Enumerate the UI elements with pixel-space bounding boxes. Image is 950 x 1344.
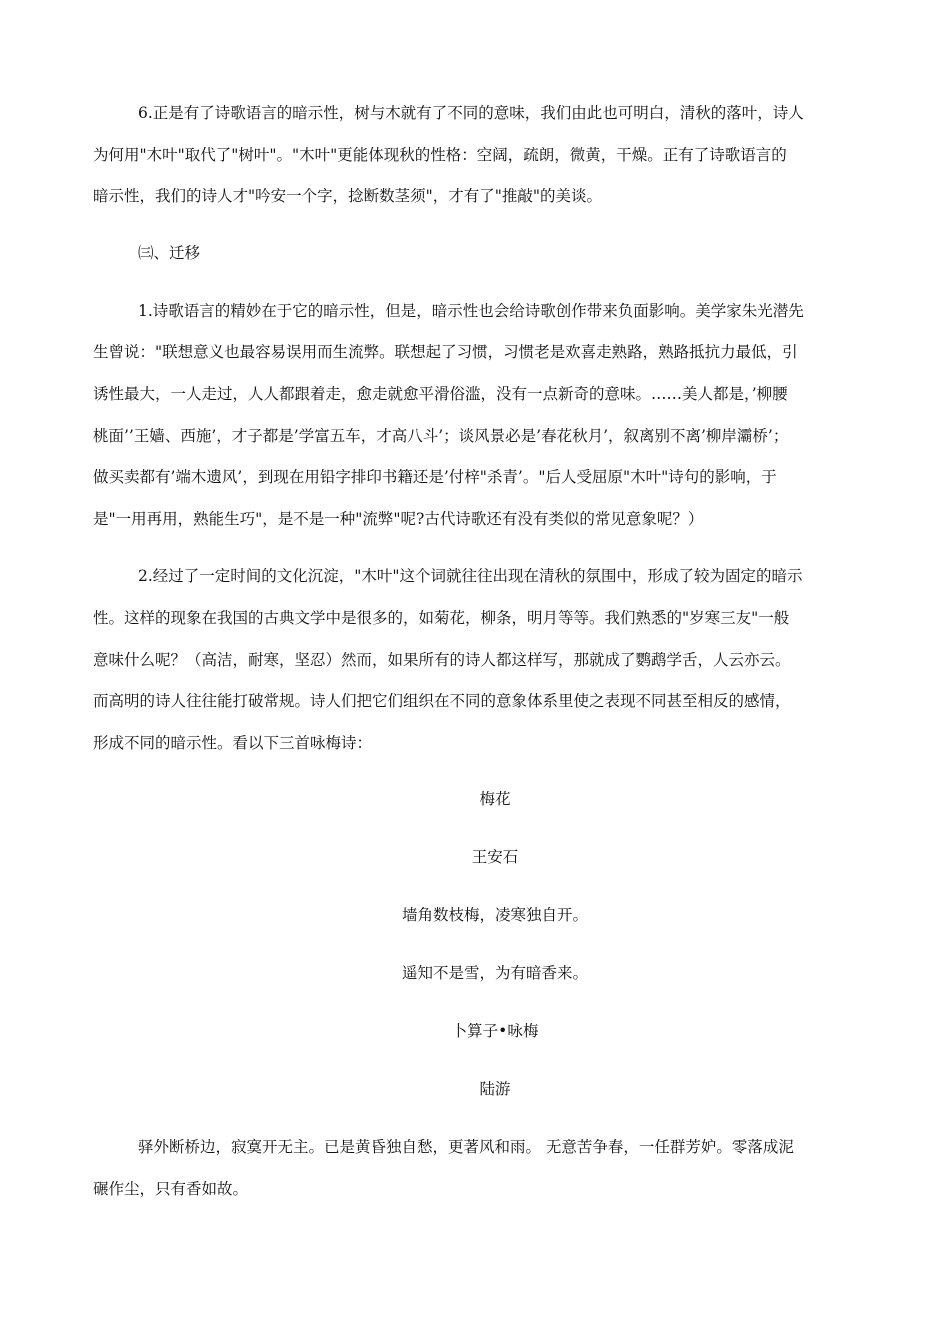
paragraph-line: 做买卖都有’端木遗风’，到现在用铅字排印书籍还是’付梓"杀青’。"后人受屈原"木叶"诗句的影响，于 — [93, 468, 777, 486]
poem-author: 陆游 — [479, 1080, 511, 1098]
poem-line: 碾作尘，只有香如故。 — [93, 1180, 249, 1198]
paragraph-line: 形成不同的暗示性。看以下三首咏梅诗： — [93, 734, 373, 752]
paragraph-line: 生曾说："联想意义也最容易误用而生流弊。联想起了习惯，习惯老是欢喜走熟路，熟路抵抗力最低，引 — [93, 343, 798, 361]
paragraph-line: 是"一用再用，熟能生巧"，是不是一种"流弊"呢?古代诗歌还有没有类似的常见意象呢？） — [93, 510, 704, 528]
paragraph-line: 桃面’’王嫱、西施’，才子都是’学富五车，才高八斗’；谈风景必是’春花秋月’，叙离别不离’柳岸灞桥’； — [93, 427, 789, 445]
paragraph-line: 2.经过了一定时间的文化沉淀，"木叶"这个词就往往出现在清秋的氛围中，形成了较为固定的暗示 — [138, 567, 803, 585]
poem-title: 梅花 — [479, 790, 511, 808]
poem-line: 墙角数枝梅，凌寒独自开。 — [401, 906, 588, 924]
poem-author: 王安石 — [471, 848, 519, 866]
paragraph-line: 而高明的诗人往往能打破常规。诗人们把它们组织在不同的意象体系里使之表现不同甚至相反的感情， — [93, 692, 791, 710]
paragraph-line: 暗示性，我们的诗人才"吟安一个字，捻断数茎须"，才有了"推敲"的美谈。 — [93, 187, 603, 205]
paragraph-line: 1.诗歌语言的精妙在于它的暗示性，但是，暗示性也会给诗歌创作带来负面影响。美学家朱光潜先 — [138, 302, 804, 320]
poem-line: 遥知不是雪，为有暗香来。 — [401, 964, 588, 982]
paragraph-line: 意味什么呢？（高洁，耐寒，坚忍）然而，如果所有的诗人都这样写，那就成了鹦鹉学舌，人云亦云。 — [93, 651, 791, 669]
poem-line: 驿外断桥边，寂寞开无主。已是黄昏独自愁，更著风和雨。 无意苦争春，一任群芳妒。零落成泥 — [138, 1138, 794, 1156]
section-heading: ㈢、迁移 — [138, 244, 201, 262]
poem-title: 卜算子•咏梅 — [451, 1022, 539, 1040]
paragraph-line: 6.正是有了诗歌语言的暗示性，树与木就有了不同的意味，我们由此也可明白，清秋的落叶，诗人 — [138, 104, 804, 122]
paragraph-line: 为何用"木叶"取代了"树叶"。"木叶"更能体现秋的性格：空阔，疏朗，微黄，干燥。正有了诗歌语言的 — [93, 146, 787, 164]
paragraph-line: 诱性最大，一人走过，人人都跟着走，愈走就愈平滑俗滥，没有一点新奇的意味。……美人都是，’柳腰 — [93, 385, 788, 403]
paragraph-line: 性。这样的现象在我国的古典文学中是很多的，如菊花，柳条，明月等等。我们熟悉的"岁寒三友"一般 — [93, 609, 790, 627]
